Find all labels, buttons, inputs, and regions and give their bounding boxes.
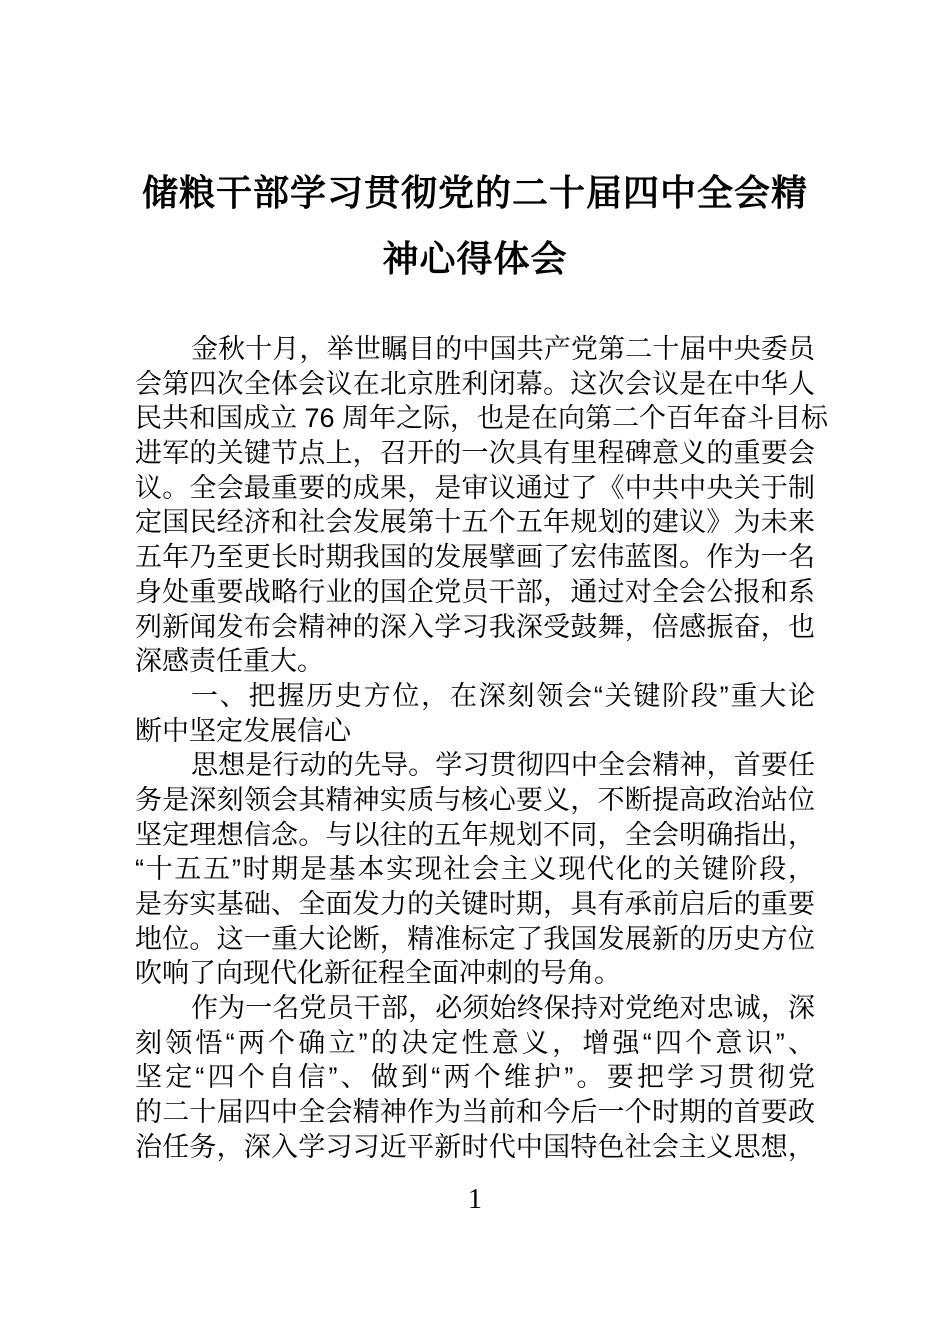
body-line: 会第四次全体会议在北京胜利闭幕。这次会议是在中华人 [135,368,815,399]
body-line: 是夯实基础、全面发力的关键时期，具有承前启后的重要 [135,889,815,919]
body-line: 作为一名党员干部，必须始终保持对党绝对忠诚，深 [191,993,815,1024]
document-title-line: 储粮干部学习贯彻党的二十届四中全会精 [141,172,808,213]
body-line: 金秋十月，举世瞩目的中国共产党第二十届中央委员 [191,334,815,364]
document-title [0,160,950,292]
section-heading-line: 断中坚定发展信心 [135,715,351,746]
body-line: 治任务，深入学习习近平新时代中国特色社会主义思想， [135,1131,815,1162]
body-line: 吹响了向现代化新征程全面冲刺的号角。 [135,958,621,989]
body-line: 刻领悟“两个确立”的决定性意义，增强“四个意识”、 [135,1027,815,1058]
body-line: 进军的关键节点上，召开的一次具有里程碑意义的重要会 [135,438,815,469]
body-line: “十五五”时期是基本实现社会主义现代化的关键阶段， [135,854,815,885]
body-line: 思想是行动的先导。学习贯彻四中全会精神，首要任 [191,750,815,781]
section-heading-line: 一、把握历史方位，在深刻领会“关键阶段”重大论 [191,680,815,711]
body-line: 民共和国成立 76 周年之际，也是在向第二个百年奋斗目标 [135,403,829,434]
body-line: 议。全会最重要的成果，是审议通过了《中共中央关于制 [135,472,815,503]
body-line: 身处重要战略行业的国企党员干部，通过对全会公报和系 [135,576,815,607]
document-title-line: 神心得体会 [382,238,568,279]
body-line: 五年乃至更长时期我国的发展擘画了宏伟蓝图。作为一名 [135,542,815,573]
body-line: 务是深刻领会其精神实质与核心要义，不断提高政治站位 [135,784,815,815]
body-line: 的二十届四中全会精神作为当前和今后一个时期的首要政 [135,1097,815,1128]
body-line: 坚定“四个自信”、做到“两个维护”。要把学习贯彻党 [135,1062,815,1093]
body-line: 定国民经济和社会发展第十五个五年规划的建议》为未来 [135,507,815,538]
body-line: 坚定理想信念。与以往的五年规划不同，全会明确指出， [135,819,815,850]
page-number: 1 [468,1183,482,1215]
document-body [135,332,829,1165]
body-line: 列新闻发布会精神的深入学习我深受鼓舞，倍感振奋，也 [135,611,815,642]
body-line: 地位。这一重大论断，精准标定了我国发展新的历史方位 [135,923,815,954]
body-line: 深感责任重大。 [135,646,324,677]
